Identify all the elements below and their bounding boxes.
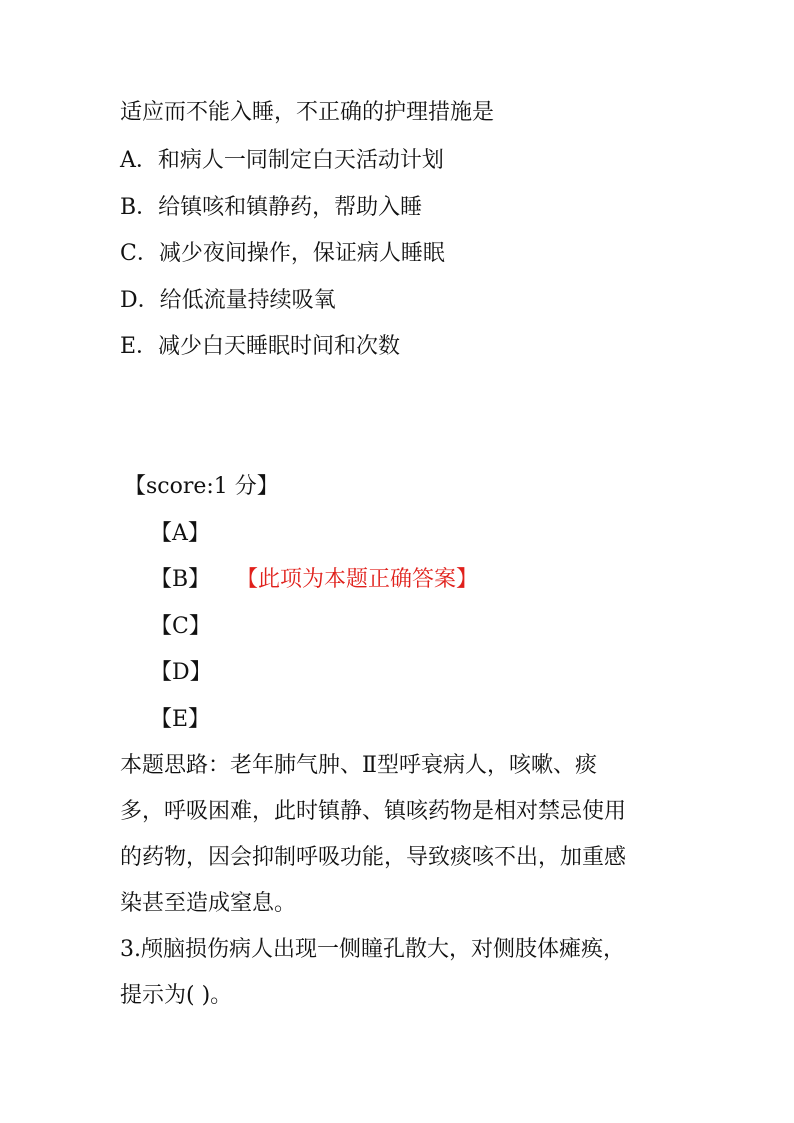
explanation bbox=[120, 743, 680, 927]
option-d: D．给低流量持续吸氧 bbox=[120, 288, 336, 313]
answer-e: 【E】 bbox=[150, 707, 211, 732]
question-stem-tail: 适应而不能入睡，不正确的护理措施是 bbox=[120, 100, 495, 125]
explanation-line: 多，呼吸困难，此时镇静、镇咳药物是相对禁忌使用 bbox=[120, 799, 627, 824]
explanation-line: 染甚至造成窒息。 bbox=[120, 891, 297, 916]
answer-d: 【D】 bbox=[150, 660, 212, 685]
option-c: C．减少夜间操作，保证病人睡眠 bbox=[120, 241, 445, 266]
option-e: E．减少白天睡眠时间和次数 bbox=[120, 334, 401, 359]
answer-a: 【A】 bbox=[150, 521, 210, 546]
score-label: 【score:1 分】 bbox=[124, 474, 279, 499]
explanation-line: 的药物，因会抑制呼吸功能，导致痰咳不出，加重感 bbox=[120, 845, 627, 870]
answer-c: 【C】 bbox=[150, 614, 211, 639]
next-question-line: 提示为( )。 bbox=[120, 983, 233, 1008]
option-a: A．和病人一同制定白天活动计划 bbox=[120, 148, 444, 173]
answer-b: 【B】 bbox=[150, 567, 211, 592]
option-b: B．给镇咳和镇静药，帮助入睡 bbox=[120, 195, 423, 220]
correct-answer-note: 【此项为本题正确答案】 bbox=[236, 567, 479, 592]
next-question bbox=[120, 927, 680, 1019]
next-question-line: 3.颅脑损伤病人出现一侧瞳孔散大，对侧肢体瘫痪， bbox=[120, 937, 625, 962]
explanation-line: 本题思路：老年肺气肿、Ⅱ型呼衰病人，咳嗽、痰 bbox=[120, 753, 597, 778]
